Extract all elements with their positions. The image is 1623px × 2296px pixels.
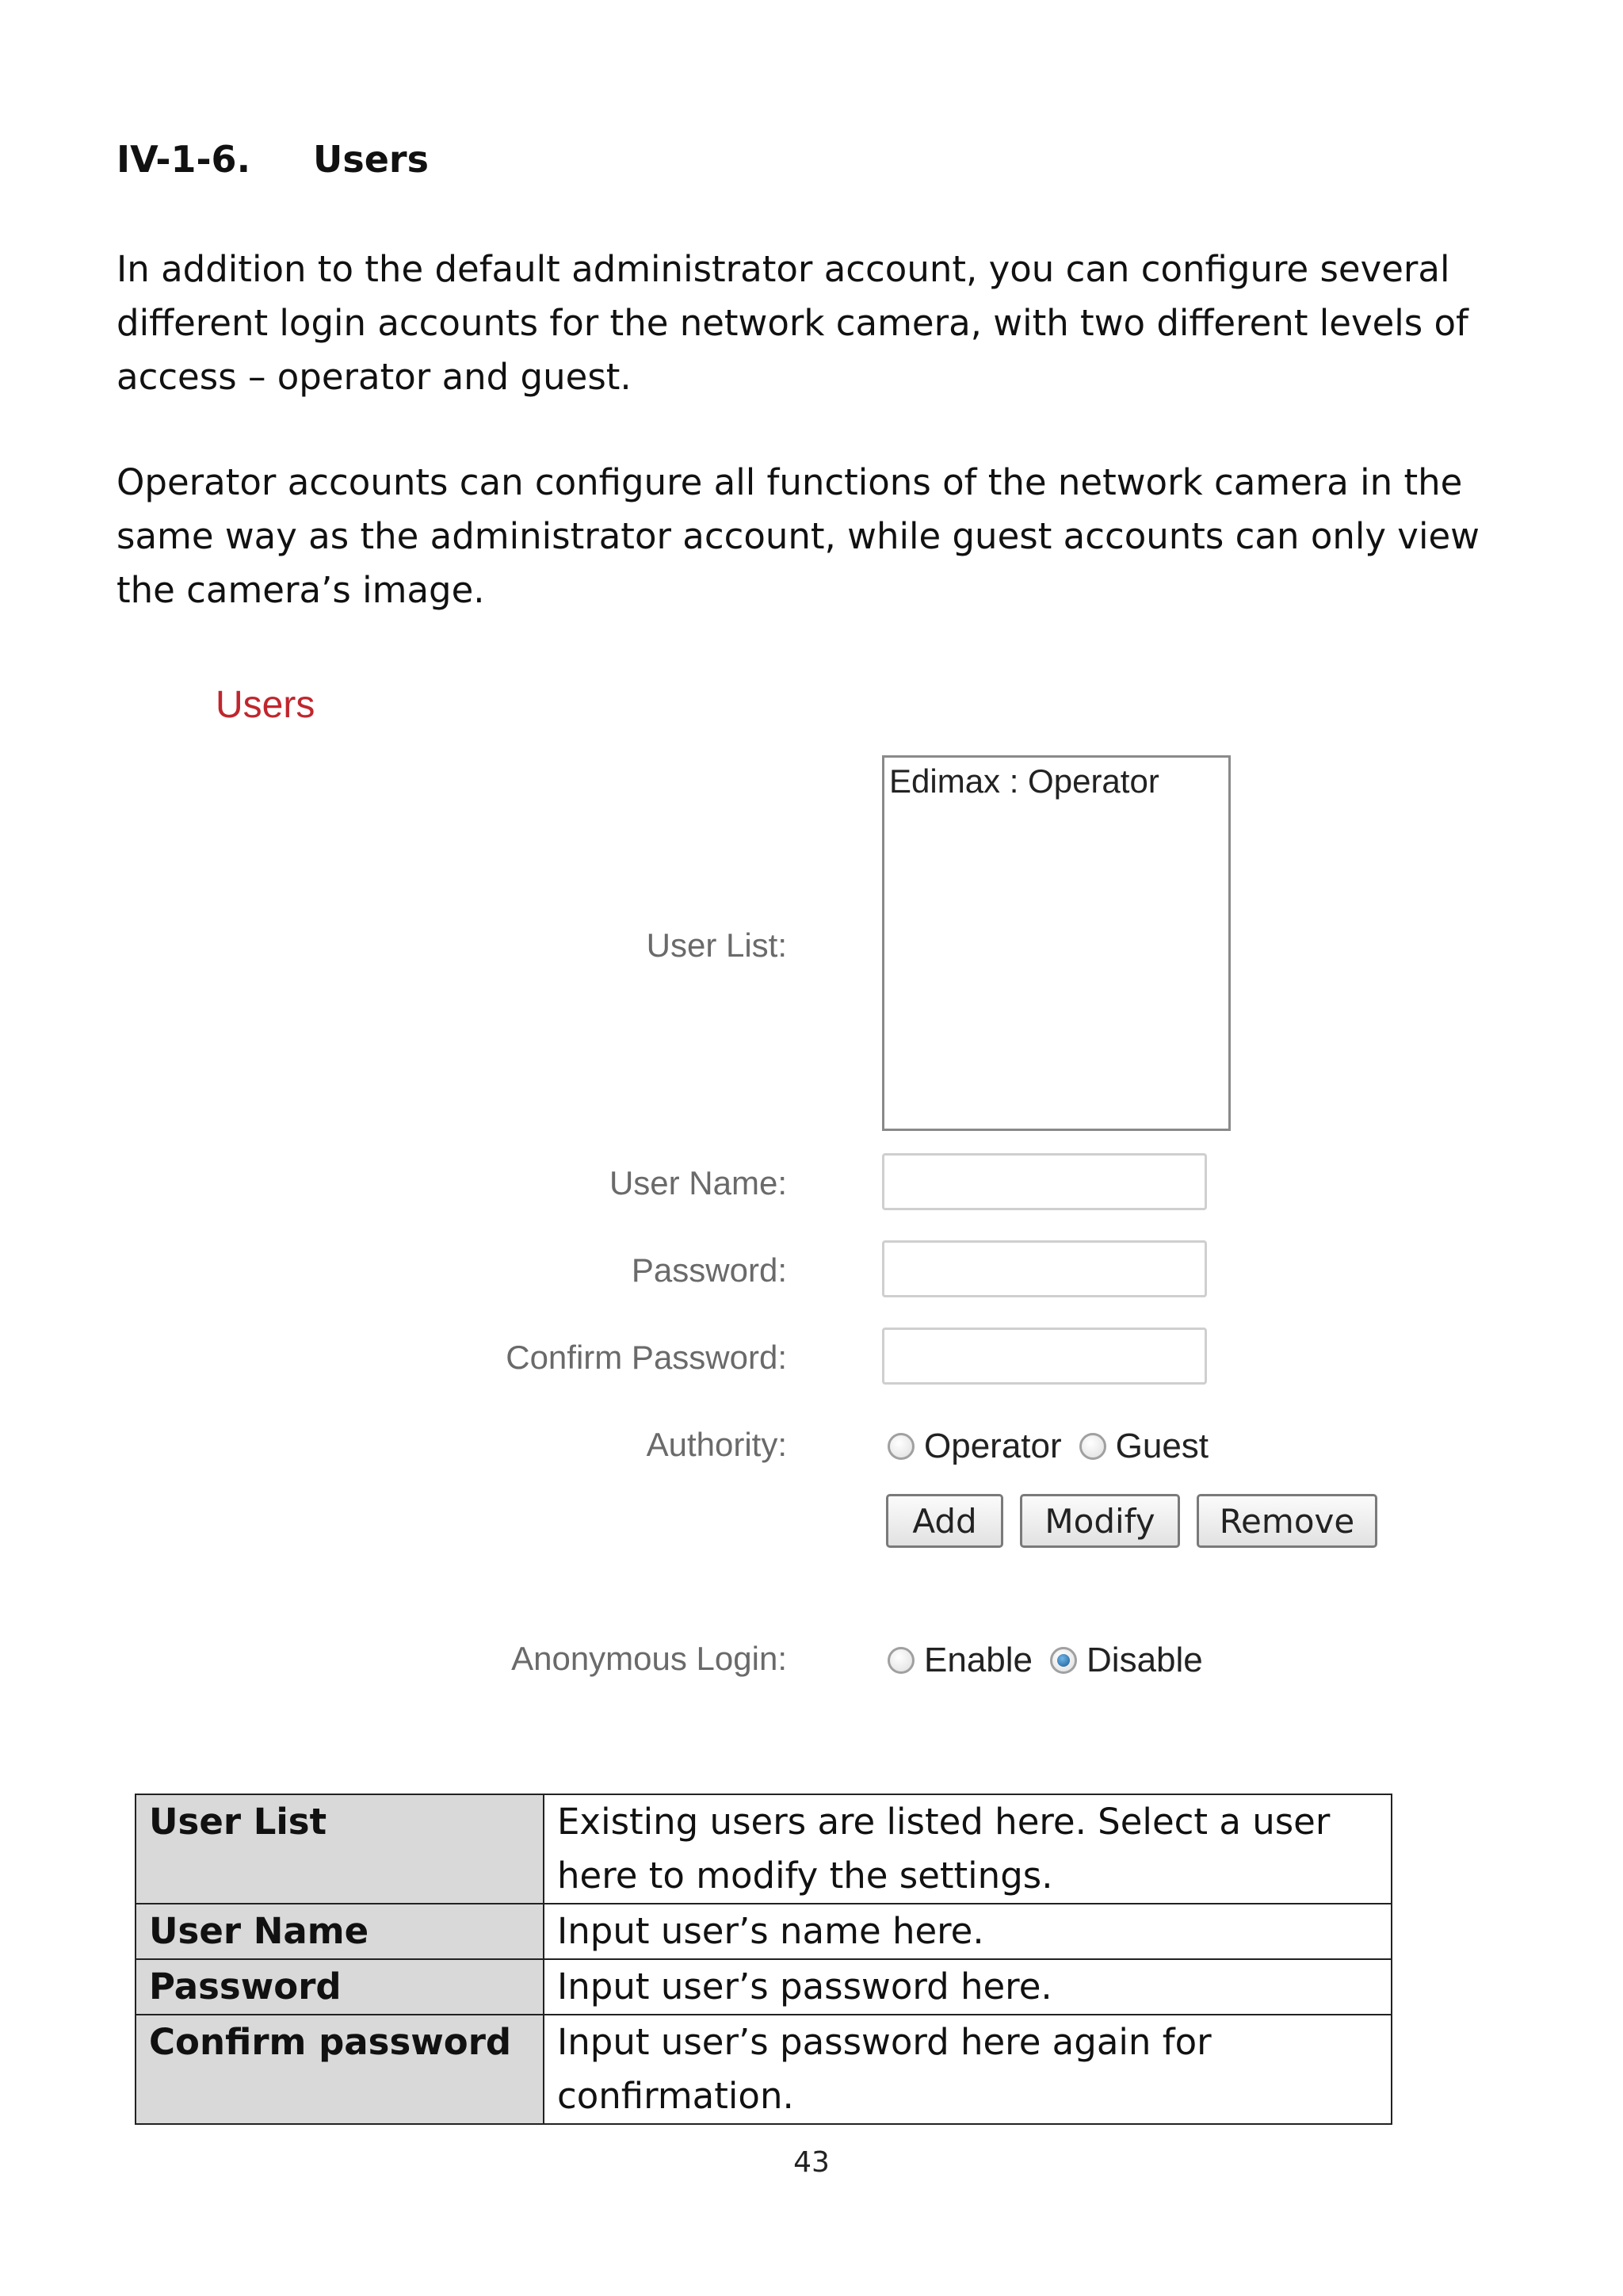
user-list-label: User List: <box>646 926 787 964</box>
table-description: Existing users are listed here. Select a user here to modify the settings. <box>544 1794 1392 1904</box>
disable-radio-label[interactable]: Disable <box>1086 1641 1203 1679</box>
table-row <box>136 1904 1392 1959</box>
table-term: Password <box>136 1959 544 2015</box>
table-description: Input user’s name here. <box>544 1904 1392 1959</box>
user-list-item[interactable]: Edimax : Operator <box>889 762 1159 800</box>
table-term: Confirm password <box>136 2015 544 2124</box>
modify-button[interactable]: Modify <box>1020 1494 1180 1548</box>
table-term: User Name <box>136 1904 544 1959</box>
enable-radio[interactable] <box>888 1647 915 1674</box>
section-title: Users <box>313 138 429 181</box>
confirm-password-label: Confirm Password: <box>506 1339 787 1376</box>
intro-paragraph: In addition to the default administrator account, you can configure several different login accounts for the network camera, with two different levels of access – operator and guest. <box>116 248 1468 398</box>
users-settings-screenshot <box>182 682 1426 1744</box>
anonymous-radio-group <box>888 1641 1220 1680</box>
guest-radio-label[interactable]: Guest <box>1115 1427 1209 1465</box>
user-name-input[interactable] <box>882 1153 1207 1210</box>
table-row <box>136 2015 1392 2124</box>
table-row <box>136 1959 1392 2015</box>
section-heading <box>116 138 429 181</box>
users-panel-title: Users <box>216 684 315 726</box>
confirm-password-input[interactable] <box>882 1328 1207 1385</box>
table-description: Input user’s password here again for confirmation. <box>544 2015 1392 2124</box>
user-name-label: User Name: <box>609 1164 787 1201</box>
authority-radio-group <box>888 1427 1226 1466</box>
operator-paragraph: Operator accounts can configure all functions of the network camera in the same way as the administrator account, while guest accounts can only view the camera’s image. <box>116 461 1480 611</box>
table-term: User List <box>136 1794 544 1904</box>
table-description: Input user’s password here. <box>544 1959 1392 2015</box>
operator-radio-label[interactable]: Operator <box>924 1427 1062 1465</box>
authority-label: Authority: <box>646 1426 787 1463</box>
guest-radio[interactable] <box>1079 1433 1106 1460</box>
table-row <box>136 1794 1392 1904</box>
section-number: IV-1-6. <box>116 138 251 181</box>
user-list-box[interactable] <box>882 755 1231 1131</box>
disable-radio[interactable] <box>1050 1647 1077 1674</box>
password-label: Password: <box>631 1251 787 1289</box>
password-input[interactable] <box>882 1240 1207 1297</box>
operator-radio[interactable] <box>888 1433 915 1460</box>
field-description-table <box>135 1794 1392 2125</box>
remove-button[interactable]: Remove <box>1197 1494 1377 1548</box>
add-button[interactable]: Add <box>886 1494 1003 1548</box>
page-number: 43 <box>793 2146 830 2179</box>
enable-radio-label[interactable]: Enable <box>924 1641 1033 1679</box>
anonymous-login-label: Anonymous Login: <box>511 1640 787 1677</box>
